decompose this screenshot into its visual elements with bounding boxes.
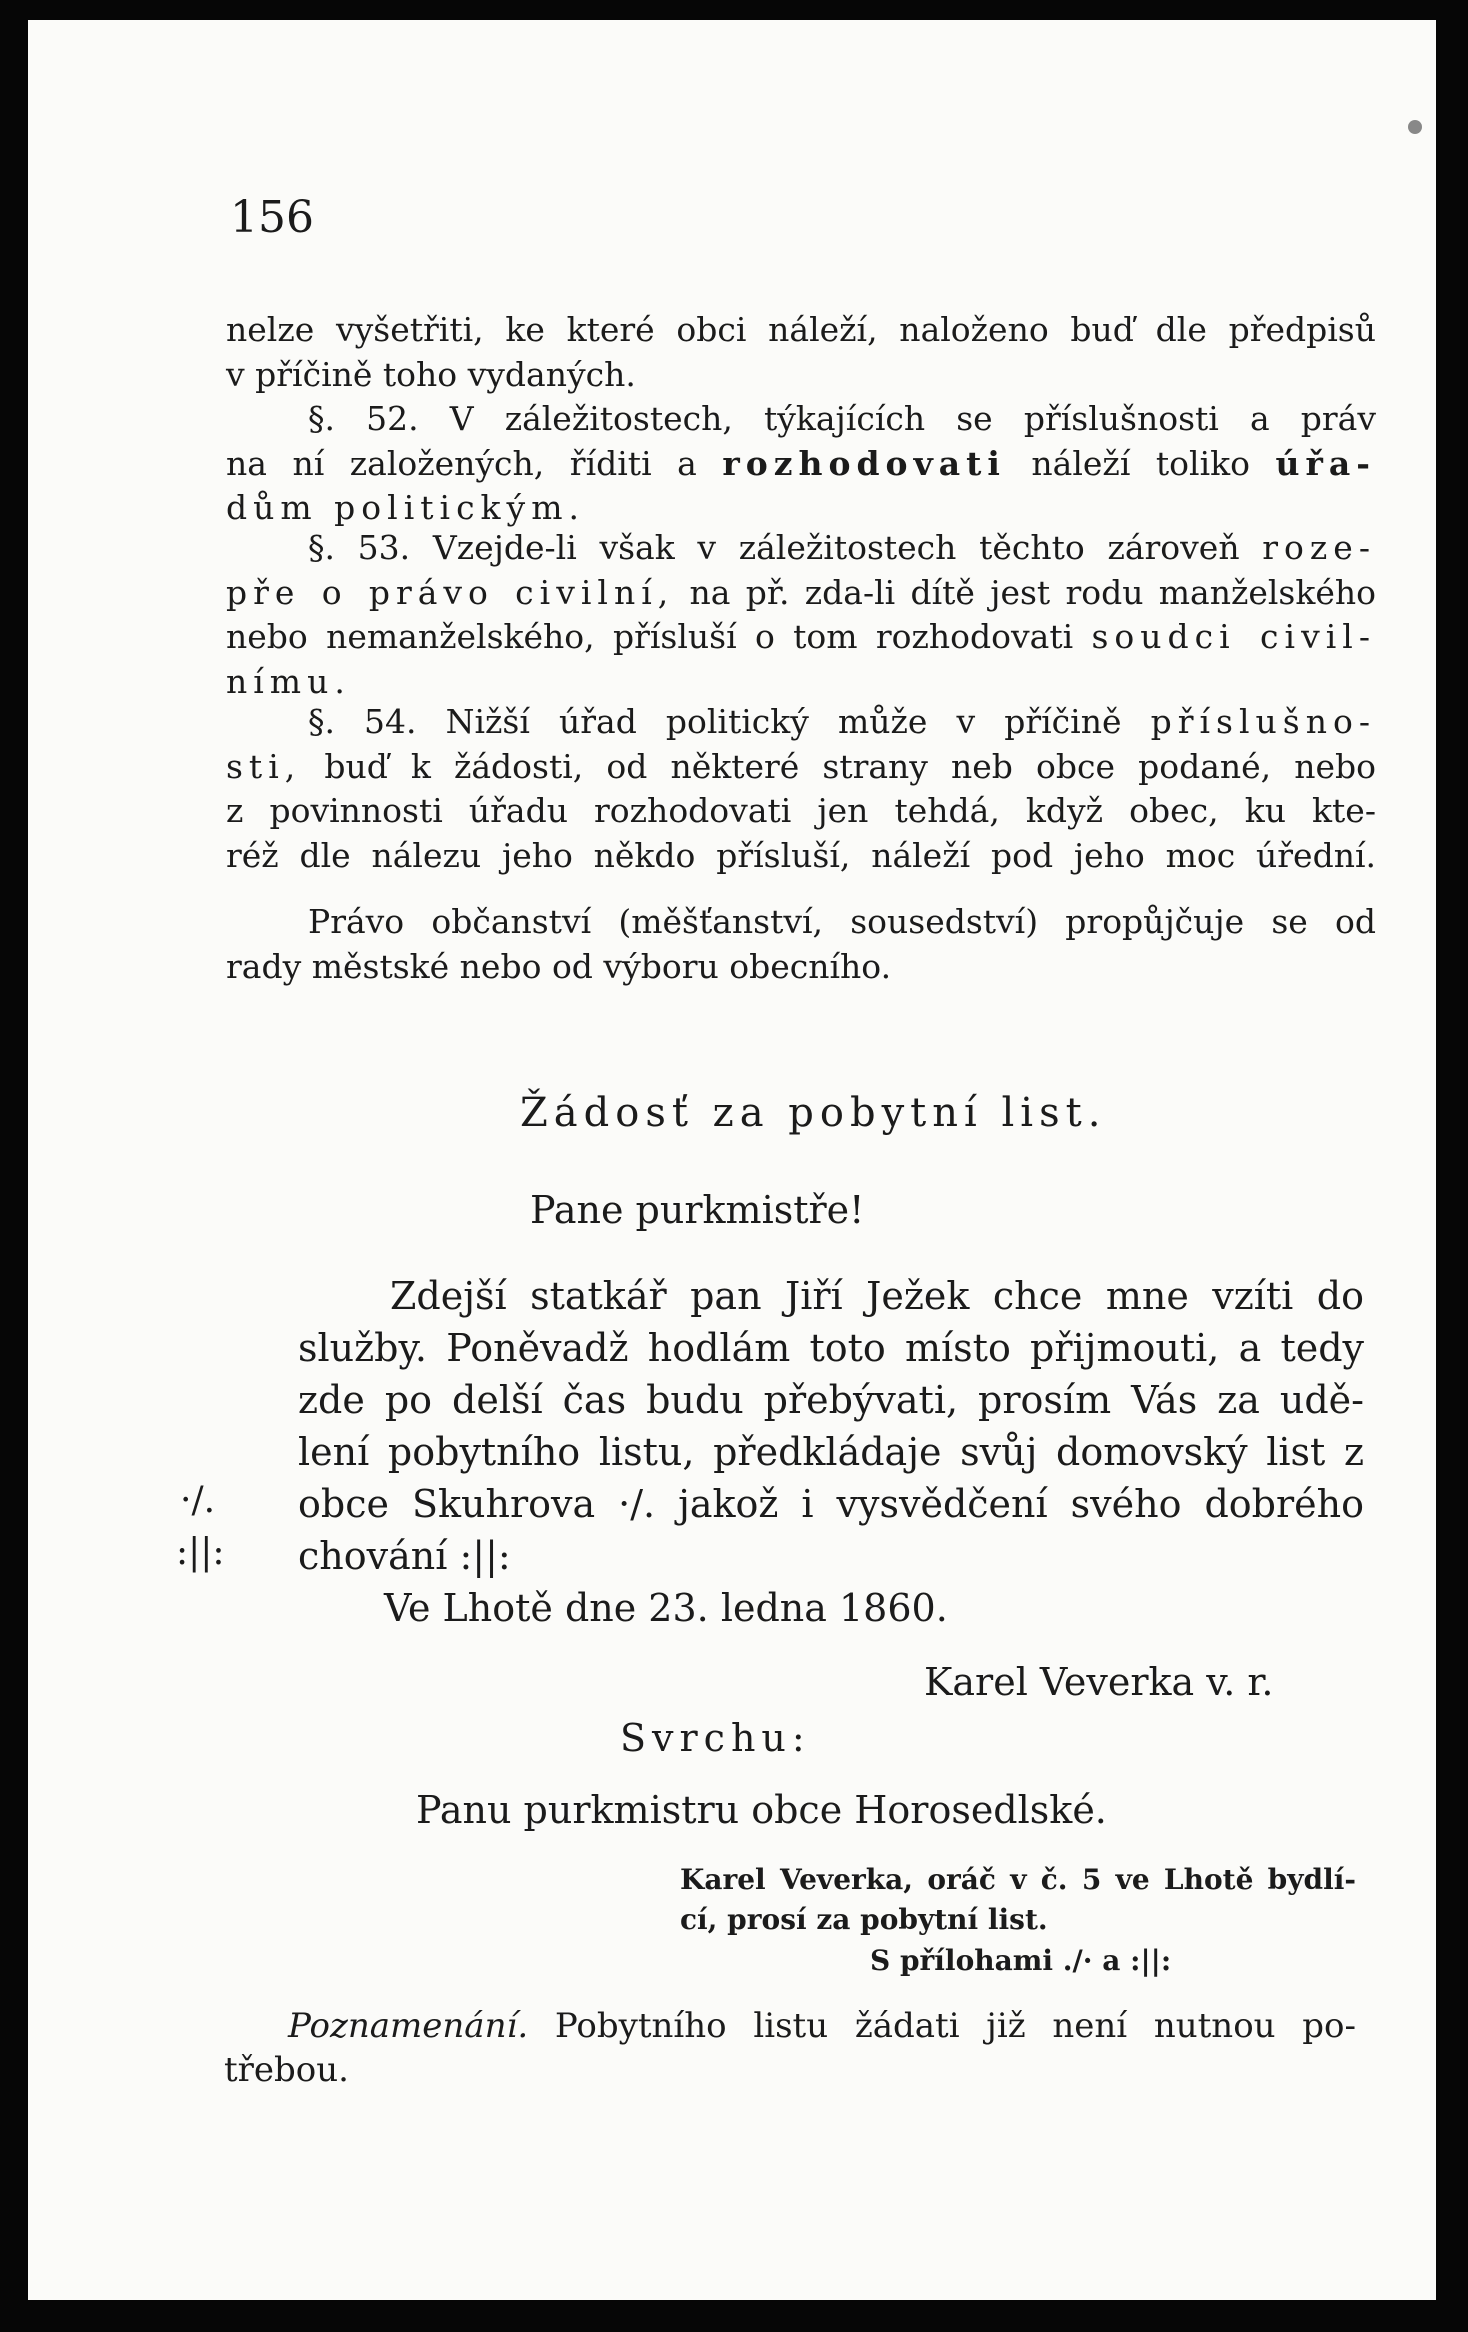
salutation: Pane purkmistře! [530, 1188, 865, 1232]
addressee: Panu purkmistru obce Horosedlské. [416, 1788, 1107, 1832]
form-title: Žádosť za pobytní list. [520, 1090, 1107, 1136]
paragraph-intro [226, 308, 1376, 397]
text-line: §. 52. V záležitostech, týkajících se příslušnosti a práv [308, 399, 1376, 438]
text-line: §. 53. Vzejde-li však v záležitostech těchto zároveň roze- [308, 528, 1376, 567]
section-52 [226, 397, 1376, 531]
text-line: Zdejší statkář pan Jiří Ježek chce mne vzíti do [390, 1274, 1364, 1318]
date-line: Ve Lhotě dne 23. ledna 1860. [384, 1586, 948, 1630]
text-line: rady městské nebo od výboru obecního. [226, 946, 892, 986]
text-line: nebo nemanželského, přísluší o tom rozhodovati soudci civil- [226, 617, 1376, 656]
section-54 [226, 700, 1376, 878]
letter-body [298, 1270, 1364, 1582]
text-line: dům politickým. [226, 488, 585, 527]
text-line: Karel Veverka, oráč v č. 5 ve Lhotě bydlí- [680, 1863, 1356, 1896]
text-line: cí, prosí za pobytní list. [680, 1903, 1048, 1936]
page-number: 156 [230, 192, 314, 243]
text-line: Právo občanství (měšťanství, sousedství) propůjčuje se od [308, 902, 1376, 941]
text-line: chování :||: [298, 1534, 511, 1578]
signature: Karel Veverka v. r. [924, 1660, 1274, 1704]
paragraph-citizenship [226, 900, 1376, 989]
ink-spot [1408, 120, 1422, 134]
outer-note [680, 1860, 1356, 1940]
remark-label: Poznamenání. [288, 2006, 529, 2046]
text-line: v příčině toho vydaných. [226, 354, 636, 394]
attachments-line: S přílohami ./· a :||: [870, 1944, 1172, 1977]
text-line: třebou. [224, 2050, 349, 2090]
text-line: nelze vyšetřiti, ke které obci náleží, naloženo buď dle předpisů [226, 310, 1376, 349]
text-line: pře o právo civilní, na př. zda-li dítě jest rodu manželského [226, 572, 1376, 612]
text-line: zde po delší čas budu přebývati, prosím Vás za udě- [298, 1378, 1364, 1422]
section-53 [226, 526, 1376, 704]
margin-mark-enclosure-1: ·/. [180, 1480, 216, 1521]
text-line: sti, buď k žádosti, od některé strany neb obce podané, nebo [226, 746, 1377, 786]
document-page [28, 20, 1436, 2300]
text-line: §. 54. Nižší úřad politický může v příčině příslušno- [308, 702, 1376, 741]
text-line: z povinnosti úřadu rozhodovati jen tehdá, když obec, ku kte- [226, 791, 1376, 830]
text-line: na ní založených, říditi a rozhodovati náleží toliko úřa- [226, 443, 1376, 483]
text-line: Poznamenání. Pobytního listu žádati již není nutnou po- [288, 2006, 1356, 2046]
text-line: réž dle nálezu jeho někdo přísluší, náleží pod jeho moc úřední. [226, 835, 1376, 875]
text-line: nímu. [226, 661, 351, 701]
text-line: lení pobytního listu, předkládaje svůj domovský list z [298, 1430, 1364, 1474]
remark [224, 2004, 1356, 2092]
text-line: obce Skuhrova ·/. jakož i vysvědčení svého dobrého [298, 1482, 1364, 1526]
text-line: služby. Poněvadž hodlám toto místo přijmouti, a tedy [298, 1326, 1364, 1370]
margin-mark-enclosure-2: :||: [176, 1532, 225, 1573]
address-label: Svrchu: [620, 1716, 811, 1760]
